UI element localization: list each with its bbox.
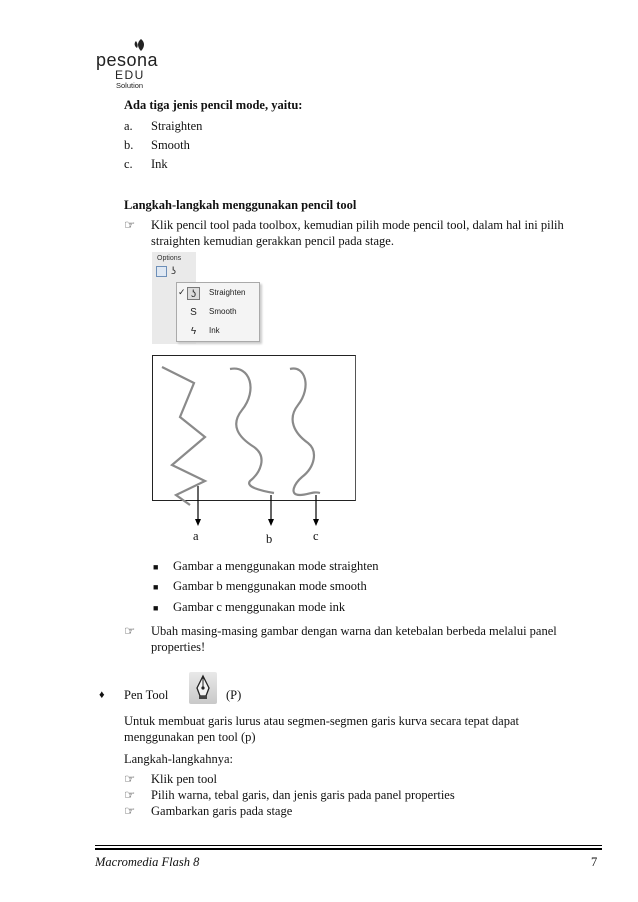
pointing-hand-icon: ☞ [124, 624, 136, 638]
step2-line1: Ubah masing-masing gambar dengan warna dan ketebalan berbeda melalui panel [151, 624, 557, 638]
menu-item-smooth-label: Smooth [209, 307, 237, 316]
list-marker-c: c. [124, 157, 133, 171]
pencil-mode-menu [176, 282, 260, 342]
figure-note-c: Gambar c menggunakan mode ink [173, 600, 346, 614]
list-marker-a: a. [124, 119, 133, 133]
logo-main-text: pesona [96, 50, 159, 70]
figure-label-b: b [266, 532, 273, 546]
options-label: Options [157, 255, 182, 262]
menu-item-ink-label: Ink [209, 326, 220, 335]
list-item-straighten: Straighten [151, 119, 203, 133]
straighten-icon: ʖ [187, 287, 200, 300]
logo-edu-text: EDU [115, 68, 145, 82]
footer-rule [95, 845, 602, 846]
pencil-mode-heading: Ada tiga jenis pencil mode, yaitu: [124, 98, 303, 112]
figure-note-b: Gambar b menggunakan mode smooth [173, 579, 367, 593]
figure-label-c: c [313, 529, 319, 543]
stroke-smooth [230, 369, 274, 493]
arrowhead-b [268, 519, 274, 526]
stroke-straighten [162, 367, 205, 505]
menu-item-smooth[interactable] [177, 303, 259, 322]
pen-tool-icon [189, 672, 217, 704]
pointing-hand-icon: ☞ [124, 804, 136, 818]
figure-note-a: Gambar a menggunakan mode straighten [173, 559, 379, 573]
list-marker-b: b. [124, 138, 134, 152]
square-bullet-icon: ■ [153, 562, 159, 572]
stroke-ink [290, 369, 320, 495]
page-number: 7 [591, 855, 598, 869]
list-item-smooth: Smooth [151, 138, 190, 152]
ink-icon: ϟ [190, 326, 197, 337]
square-bullet-icon: ■ [153, 603, 159, 613]
arrowhead-c [313, 519, 319, 526]
pen-tool-title: Pen Tool [124, 688, 169, 702]
pen-tool-desc-line2: menggunakan pen tool (p) [124, 730, 256, 744]
pointing-hand-icon: ☞ [124, 772, 136, 786]
footer-title: Macromedia Flash 8 [95, 855, 200, 869]
pen-steps-heading: Langkah-langkahnya: [124, 752, 233, 766]
pen-step-1: Klik pen tool [151, 772, 217, 786]
checkmark-icon: ✓ [178, 287, 186, 297]
pencil-options-panel [152, 252, 260, 344]
pencil-stroke-figure [150, 355, 360, 530]
step1-line1: Klik pencil tool pada toolbox, kemudian pilih mode pencil tool, dalam hal ini pilih [151, 218, 564, 232]
logo-tagline: Solution [116, 81, 144, 90]
pencil-steps-heading: Langkah-langkah menggunakan pencil tool [124, 198, 357, 212]
pesona-edu-logo [96, 38, 166, 88]
menu-item-straighten-label: Straighten [209, 288, 246, 297]
pen-step-2: Pilih warna, tebal garis, dan jenis garis pada panel properties [151, 788, 455, 802]
pen-tool-desc-line1: Untuk membuat garis lurus atau segmen-segmen garis kurva secara tepat dapat [124, 714, 520, 728]
step2-line2: properties! [151, 640, 206, 654]
menu-item-ink[interactable] [177, 322, 259, 341]
list-item-ink: Ink [151, 157, 168, 171]
pencil-mode-button[interactable]: ʖ [171, 266, 177, 277]
diamond-bullet-icon: ♦ [99, 689, 105, 701]
pointing-hand-icon: ☞ [124, 788, 136, 802]
menu-item-straighten[interactable] [177, 284, 259, 303]
footer-rule-thick [95, 848, 602, 850]
square-bullet-icon: ■ [153, 582, 159, 592]
figure-label-a: a [193, 529, 199, 543]
object-drawing-button[interactable] [156, 266, 167, 277]
arrowhead-a [195, 519, 201, 526]
pen-step-3: Gambarkan garis pada stage [151, 804, 293, 818]
smooth-icon: S [190, 307, 197, 318]
step1-line2: straighten kemudian gerakkan pencil pada stage. [151, 234, 394, 248]
pen-tool-shortcut: (P) [226, 688, 242, 702]
pointing-hand-icon: ☞ [124, 218, 136, 232]
